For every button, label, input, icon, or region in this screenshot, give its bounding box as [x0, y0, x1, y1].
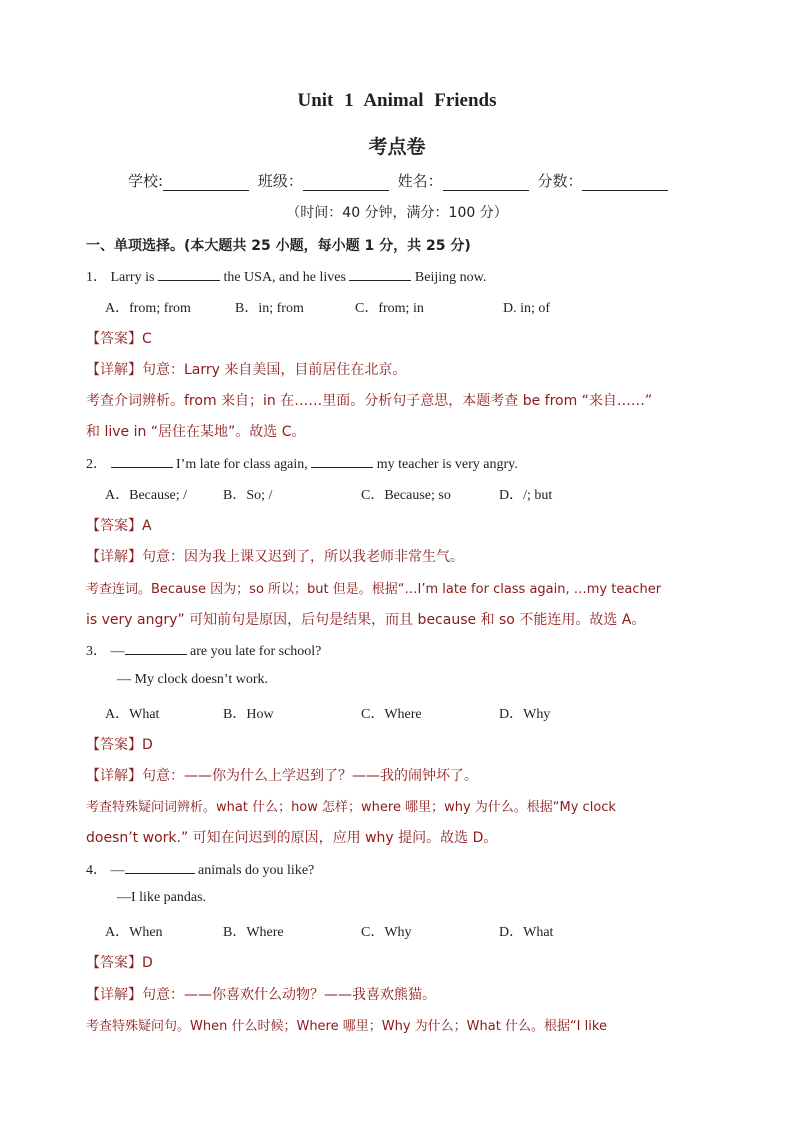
q1-option-b: B．in; from — [235, 301, 304, 316]
q2-detail-text-1: 句意：因为我上课又迟到了，所以我老师非常生气。 — [142, 549, 464, 565]
q2-options — [105, 484, 552, 504]
q4-option-d: D．What — [499, 925, 554, 940]
q1-answer-label: 【答案】 — [86, 331, 142, 347]
q1-part1: Larry is — [110, 270, 155, 285]
q3-part2: are you late for school? — [190, 644, 322, 659]
q1-number: 1． — [86, 270, 107, 285]
q4-part2: animals do you like? — [198, 863, 315, 878]
q3-reply: — My clock doesn’t work. — [117, 672, 268, 687]
q2-blank-1 — [111, 453, 173, 468]
q1-options — [105, 297, 550, 317]
q4-answer-value: D — [142, 955, 153, 971]
q1-option-a: A．from; from — [105, 301, 191, 316]
q2-blank-2 — [311, 453, 373, 468]
name-blank — [443, 174, 529, 191]
q4-detail-text-1: 句意：——你喜欢什么动物？——我喜欢熊猫。 — [142, 987, 436, 1003]
school-blank — [163, 174, 249, 191]
q2-answer-label: 【答案】 — [86, 518, 142, 534]
name-label: 姓名： — [397, 172, 443, 190]
q4-answer — [86, 952, 153, 972]
q3-detail-label: 【详解】 — [86, 768, 142, 784]
q3-option-a: A．What — [105, 707, 160, 722]
q4-answer-label: 【答案】 — [86, 955, 142, 971]
q3-answer-value: D — [142, 737, 153, 753]
q3-answer — [86, 734, 153, 754]
q3-part1: — — [110, 644, 125, 659]
q3-number: 3． — [86, 644, 107, 659]
section-heading: 一、单项选择。(本大题共 25 小题，每小题 1 分，共 25 分) — [86, 238, 471, 254]
q4-detail-1 — [86, 984, 436, 1004]
q4-number: 4． — [86, 863, 107, 878]
q2-detail-label: 【详解】 — [86, 549, 142, 565]
q3-detail-text-1: 句意：——你为什么上学迟到了？——我的闹钟坏了。 — [142, 768, 478, 784]
q1-detail-label: 【详解】 — [86, 362, 142, 378]
q1-answer — [86, 328, 152, 348]
q1-detail-2: 考查介词辨析。from 来自；in 在……里面。分析句子意思，本题考查 be from “来自……” — [86, 393, 653, 409]
q1-blank-2 — [349, 266, 411, 281]
class-blank — [303, 174, 389, 191]
school-label: 学校: — [128, 172, 164, 190]
q4-blank — [125, 859, 195, 874]
q1-option-d: D. in; of — [503, 301, 551, 316]
q4-reply: —I like pandas. — [117, 890, 207, 905]
q2-answer — [86, 515, 152, 535]
q3-detail-2: 考查特殊疑问词辨析。what 什么；how 怎样；where 哪里；why 为什么。根据“My clock — [86, 800, 616, 815]
q1-part3: Beijing now. — [414, 270, 487, 285]
q2-detail-3: is very angry” 可知前句是原因，后句是结果，而且 because 和 so 不能连用。故选 A。 — [86, 612, 646, 628]
q4-options — [105, 921, 553, 941]
time-note: （时间：40 分钟，满分：100 分） — [286, 205, 508, 221]
class-label: 班级： — [257, 172, 303, 190]
q3-option-d: D．Why — [499, 707, 551, 722]
q2-part2: my teacher is very angry. — [376, 457, 518, 472]
q4-option-a: A．When — [105, 925, 163, 940]
q2-option-d: D．/; but — [499, 488, 553, 503]
question-4 — [86, 859, 314, 879]
q3-blank — [125, 640, 187, 655]
q1-option-c: C．from; in — [355, 301, 424, 316]
q2-detail-1 — [86, 546, 464, 566]
q1-answer-value: C — [142, 331, 152, 347]
page-title: Unit 1 Animal Friends — [297, 90, 497, 111]
q1-blank-1 — [158, 266, 220, 281]
question-2 — [86, 453, 518, 473]
page-subtitle: 考点卷 — [368, 136, 426, 158]
q2-part1: I’m late for class again, — [176, 457, 308, 472]
q3-options — [105, 703, 550, 723]
q2-option-a: A．Because; / — [105, 488, 188, 503]
q3-option-b: B．How — [223, 707, 274, 722]
q2-detail-2: 考查连词。Because 因为；so 所以；but 但是。根据“…I’m late for class again, …my teacher — [86, 582, 662, 597]
question-3 — [86, 640, 321, 660]
q1-detail-3: 和 live in “居住在某地”。故选 C。 — [86, 424, 306, 440]
q4-detail-2: 考查特殊疑问句。When 什么时候；Where 哪里；Why 为什么；What 什么。根据“I like — [86, 1019, 607, 1034]
q2-option-b: B．So; / — [223, 488, 273, 503]
q2-option-c: C．Because; so — [361, 488, 451, 503]
q1-detail-text-1: 句意：Larry 来自美国，目前居住在北京。 — [142, 362, 407, 378]
q1-part2: the USA, and he lives — [223, 270, 346, 285]
q2-number: 2． — [86, 457, 107, 472]
q3-option-c: C．Where — [361, 707, 422, 722]
q4-option-c: C．Why — [361, 925, 412, 940]
score-label: 分数： — [537, 172, 583, 190]
score-blank — [582, 174, 668, 191]
q3-detail-3: doesn’t work.” 可知在问迟到的原因，应用 why 提问。故选 D。 — [86, 830, 498, 846]
q2-answer-value: A — [142, 518, 152, 534]
q3-detail-1 — [86, 765, 478, 785]
q3-answer-label: 【答案】 — [86, 737, 142, 753]
q4-option-b: B．Where — [223, 925, 284, 940]
question-1 — [86, 266, 486, 286]
q4-part1: — — [110, 863, 125, 878]
student-info-row — [128, 170, 672, 191]
q4-detail-label: 【详解】 — [86, 987, 142, 1003]
q1-detail-1 — [86, 359, 406, 379]
